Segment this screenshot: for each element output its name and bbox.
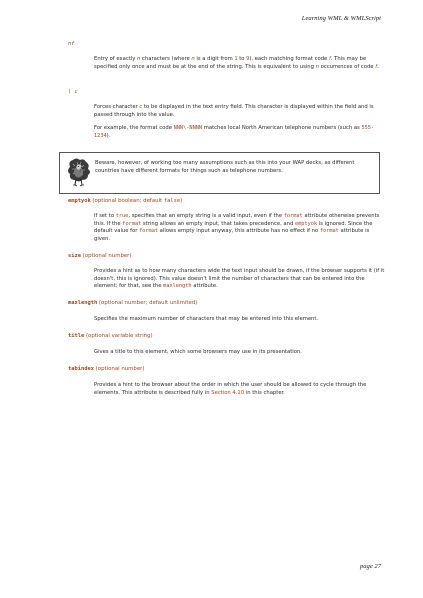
attr-qualifier: (optional number; default unlimited): [97, 300, 198, 306]
term-nf: [68, 41, 75, 47]
code-phone-format: NNN\-NNNN: [173, 125, 203, 131]
text-run: attribute.: [191, 283, 218, 289]
attr-name: emptyok: [68, 198, 91, 204]
attr-name: size: [68, 253, 81, 259]
note-text: Beware, however, of working too many assumptions such as this into your WAP decks, as different countries have different formats for things such as telephone numbers.: [95, 160, 355, 174]
text-run: matches local North American telephone numbers (such as: [202, 125, 362, 131]
text-run: ).: [106, 132, 111, 139]
text-run: Entry of exactly: [94, 56, 138, 62]
emptyok-description: [94, 213, 386, 243]
attr-qualifier: (optional boolean; default: [90, 198, 164, 204]
attr-name: maxlength: [68, 300, 98, 306]
text-run: characters (where: [140, 56, 192, 62]
attr-qualifier: (optional number): [80, 253, 132, 259]
italic-f: f: [375, 63, 378, 70]
text-run: in this chapter.: [244, 389, 285, 396]
italic-n: n: [315, 63, 319, 70]
attr-title-heading: [68, 333, 153, 339]
code-format: format: [139, 228, 159, 234]
term-nf-label: nf: [68, 41, 75, 47]
term-escape-label: \ c: [68, 89, 78, 95]
warning-note: [59, 152, 380, 194]
maxlength-description: Specifies the maximum number of characters that may be entered into this element.: [94, 316, 319, 322]
term-escape-c: [68, 89, 78, 95]
attr-emptyok-heading: [68, 198, 182, 204]
title-description: Gives a title to this element, which some browsers may use in its presentation.: [94, 349, 302, 355]
nf-description: [94, 56, 386, 71]
code-maxlength: maxlength: [163, 283, 192, 289]
escape-description: [94, 104, 386, 119]
code-phone-example: 555-1234: [94, 125, 375, 139]
code-format: format: [122, 220, 142, 227]
text-run: , specifies that an empty string is a valid input, even if the: [128, 213, 284, 219]
text-run: attribute otherwise prevents this. If the: [94, 213, 380, 227]
text-run: Provides a hint as to how many characters wide the text input should be drawn, if the browser supports it (if it doesn't, this is ignored). This value doesn't limit the number of characters that can be entered into the element; for that, see the: [94, 268, 385, 289]
tabindex-description: [94, 382, 386, 397]
italic-n: n: [137, 56, 141, 62]
text-run: is a digit from: [194, 56, 235, 62]
text-run: occurrences of code: [318, 63, 376, 70]
text-run: Forces character: [94, 104, 140, 110]
attr-default: false: [163, 198, 181, 204]
running-header: Learning WML & WMLScript: [301, 15, 381, 22]
code-true: true: [115, 213, 129, 219]
text-run: is ignored. Since the default value for: [94, 220, 373, 234]
italic-f: f: [328, 56, 331, 62]
code-format: format: [283, 213, 303, 219]
escape-example: [94, 125, 386, 140]
attr-name: title: [68, 333, 85, 339]
attr-qualifier: (optional variable string): [84, 333, 153, 339]
turkey-icon: [64, 157, 94, 189]
attr-maxlength-heading: [68, 300, 197, 306]
text-run: . This may be specified only once and must be at the end of the string. This is equivalent to using: [94, 56, 367, 70]
text-run: For example, the format code: [94, 125, 174, 131]
code-emptyok: emptyok: [294, 220, 318, 227]
text-run: attribute is given.: [94, 228, 370, 242]
section-link[interactable]: Section 4.10: [211, 389, 245, 396]
attr-size-heading: [68, 253, 132, 259]
attr-qualifier-end: ): [180, 198, 183, 204]
text-run: Provides a hint to the browser about the order in which the user should be allowed to cycle through the elements. This attribute is described fully in: [94, 382, 367, 396]
text-run: ), each matching format code: [249, 56, 329, 62]
size-description: [94, 268, 386, 291]
attr-qualifier: (optional number): [93, 366, 145, 372]
attr-name: tabindex: [68, 366, 94, 372]
code-format: format: [319, 228, 339, 234]
page-number: page 27: [359, 563, 381, 570]
text-run: string allows an empty input, that takes precedence, and: [141, 220, 295, 227]
code-1: 1: [234, 56, 238, 62]
attr-tabindex-heading: [68, 366, 145, 372]
text-run: .: [377, 63, 379, 70]
italic-c: c: [139, 104, 143, 110]
text-run: to be displayed in the text entry field. This character is displayed within the field and is passed through into the value.: [94, 104, 374, 118]
text-run: allows empty input anyway, this attribute has no effect if no: [158, 228, 320, 234]
italic-n: n: [191, 56, 195, 62]
text-run: to: [237, 56, 247, 62]
code-9: 9: [246, 56, 250, 62]
text-run: If set to: [94, 213, 116, 219]
